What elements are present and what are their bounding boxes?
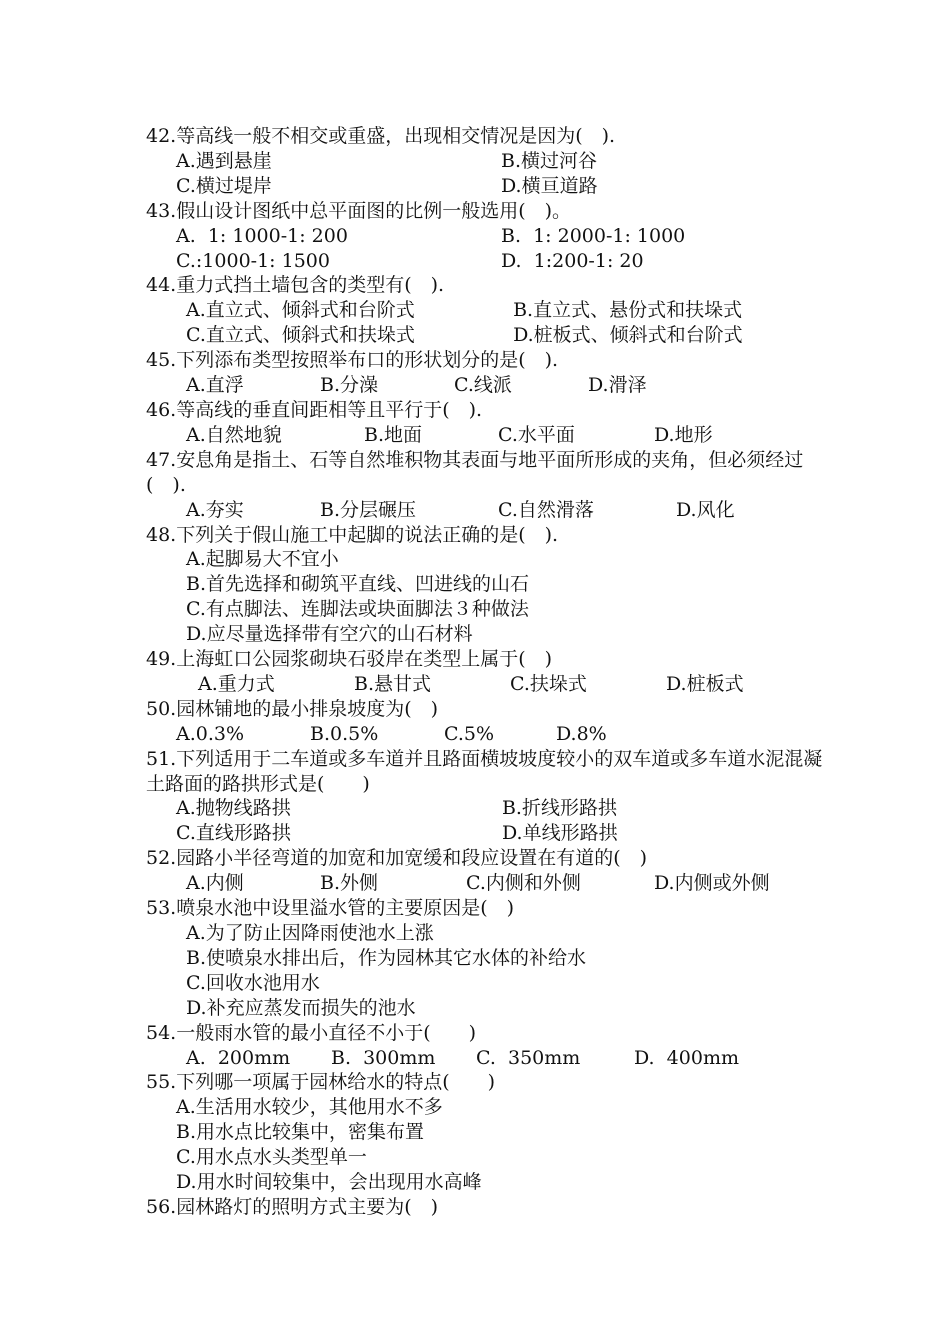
- question-stem: 49.上海虹口公园浆砌块石驳岸在类型上属于( ): [146, 648, 553, 671]
- option-c: C.直线形路拱: [176, 822, 291, 845]
- option-a: A. 1: 1000-1: 200: [176, 224, 348, 247]
- question-stem: 55.下列哪一项属于园林给水的特点( ): [146, 1071, 496, 1094]
- question-52: [146, 846, 826, 896]
- question-stem: 42.等高线一般不相交或重盛，出现相交情况是因为( ).: [146, 125, 616, 147]
- option-c: C. 350mm: [476, 1046, 581, 1069]
- option-d: D.应尽量选择带有空穴的山石材料: [186, 623, 473, 646]
- option-row: [146, 149, 826, 174]
- question-stem: 44.重力式挡土墙包含的类型有( ).: [146, 274, 445, 297]
- option-b: B.使喷泉水排出后，作为园林其它水体的补给水: [186, 946, 587, 969]
- option-c: C.线派: [454, 374, 512, 397]
- option-c: C.回收水池用水: [186, 971, 320, 994]
- option-c: C.横过堤岸: [176, 174, 272, 197]
- question-48: [146, 523, 826, 648]
- option-b: B.外侧: [320, 872, 379, 895]
- option-d: D. 400mm: [634, 1046, 739, 1069]
- question-stem: 50.园林铺地的最小排泉坡度为( ): [146, 697, 439, 720]
- question-56: [146, 1195, 826, 1220]
- option-row: [146, 796, 826, 821]
- question-stem: 56.园林路灯的照明方式主要为( ): [146, 1195, 439, 1218]
- option-a: A.直立式、倾斜式和台阶式: [186, 299, 415, 322]
- question-53: [146, 896, 826, 1021]
- option-c: C.:1000-1: 1500: [176, 249, 330, 272]
- option-row: [146, 224, 826, 249]
- option-a: A.抛物线路拱: [176, 797, 291, 820]
- question-stem: 52.园路小半径弯道的加宽和加宽缓和段应设置在有道的( ): [146, 847, 648, 870]
- option-b: B.首先选择和砌筑平直线、凹进线的山石: [186, 573, 530, 596]
- option-d: D.风化: [676, 498, 735, 521]
- option-a: A.重力式: [198, 672, 275, 695]
- option-row: [146, 821, 826, 846]
- option-b: B.分澡: [320, 374, 379, 397]
- question-49: [146, 647, 826, 697]
- question-stem: 45.下列添布类型按照举布口的形状划分的是( ).: [146, 349, 559, 372]
- question-43: [146, 199, 826, 274]
- question-51: [146, 747, 826, 847]
- question-44: [146, 273, 826, 348]
- option-c: C.水平面: [498, 423, 575, 446]
- question-54: [146, 1021, 826, 1071]
- option-d: D.8%: [556, 722, 607, 745]
- option-c: C.直立式、倾斜式和扶垛式: [186, 324, 415, 347]
- question-stem: 43.假山设计图纸中总平面图的比例一般选用( )。: [146, 199, 572, 222]
- option-row: [146, 323, 826, 348]
- option-b: B.直立式、悬份式和扶垛式: [513, 299, 743, 322]
- option-row: [146, 373, 826, 398]
- option-d: D.横亘道路: [501, 174, 598, 197]
- question-47: [146, 448, 826, 523]
- option-d: D.桩板式: [666, 672, 744, 695]
- option-b: B.分层碾压: [320, 498, 417, 521]
- option-d: D.用水时间较集中，会出现用水高峰: [176, 1171, 482, 1194]
- option-a: A.自然地貌: [186, 423, 282, 446]
- question-42: [146, 124, 826, 199]
- option-a: A.起脚易大不宜小: [186, 548, 339, 571]
- option-row: [146, 249, 826, 274]
- option-b: B. 1: 2000-1: 1000: [501, 224, 686, 247]
- question-stem: 47.安息角是指土、石等自然堆积物其表面与地平面所形成的夹角，但必须经过( ).: [146, 448, 804, 496]
- option-row: [146, 871, 826, 896]
- option-b: B.用水点比较集中，密集布置: [176, 1121, 425, 1144]
- option-row: [146, 174, 826, 199]
- option-row: [146, 423, 826, 448]
- option-b: B. 300mm: [331, 1046, 436, 1069]
- question-45: [146, 348, 826, 398]
- option-d: D.补充应蒸发而损失的池水: [186, 996, 416, 1019]
- question-50: [146, 697, 826, 747]
- option-a: A.直浮: [186, 374, 244, 397]
- option-b: B.悬甘式: [354, 672, 432, 695]
- question-list: [146, 124, 826, 1220]
- option-a: A.内侧: [186, 872, 244, 895]
- option-d: D.内侧或外侧: [654, 872, 770, 895]
- option-c: C.内侧和外侧: [466, 872, 581, 895]
- option-c: C.5%: [444, 722, 495, 745]
- question-stem: 53.喷泉水池中设里溢水管的主要原因是( ): [146, 897, 515, 920]
- option-c: C.有点脚法、连脚法或块面脚法３种做法: [186, 598, 529, 621]
- option-a: A.为了防止因降雨使池水上涨: [186, 922, 434, 944]
- question-stem: 46.等高线的垂直间距相等且平行于( ).: [146, 398, 483, 421]
- option-row: [146, 1046, 826, 1071]
- option-a: A.0.3%: [176, 722, 245, 745]
- option-b: B.折线形路拱: [501, 797, 617, 820]
- option-b: B.地面: [364, 423, 423, 446]
- option-b: B.横过河谷: [501, 149, 598, 172]
- option-row: [146, 498, 826, 523]
- option-d: D.滑泽: [588, 374, 647, 397]
- question-stem: 54.一般雨水管的最小直径不小于( ): [146, 1021, 477, 1044]
- option-row: [146, 672, 826, 697]
- question-stem: 51.下列适用于二车道或多车道并且路面横坡坡度较小的双车道或多车道水泥混凝土路面的路拱形式是( ): [146, 747, 823, 795]
- option-d: D.地形: [654, 423, 713, 446]
- option-a: A.夯实: [186, 498, 244, 521]
- option-c: C.自然滑落: [498, 498, 594, 521]
- option-c: C.扶垛式: [510, 672, 587, 695]
- option-row: [146, 722, 826, 747]
- option-a: A.遇到悬崖: [176, 149, 272, 172]
- option-c: C.用水点水头类型单一: [176, 1146, 367, 1169]
- question-stem: 48.下列关于假山施工中起脚的说法正确的是( ).: [146, 523, 559, 546]
- option-b: B.0.5%: [310, 722, 379, 745]
- option-row: [146, 298, 826, 323]
- option-a: A.生活用水较少，其他用水不多: [176, 1096, 443, 1119]
- option-d: D.单线形路拱: [501, 822, 618, 845]
- question-46: [146, 398, 826, 448]
- option-d: D.桩板式、倾斜式和台阶式: [513, 324, 743, 347]
- question-55: [146, 1070, 826, 1195]
- option-a: A. 200mm: [186, 1046, 291, 1069]
- option-d: D. 1:200-1: 20: [501, 249, 644, 272]
